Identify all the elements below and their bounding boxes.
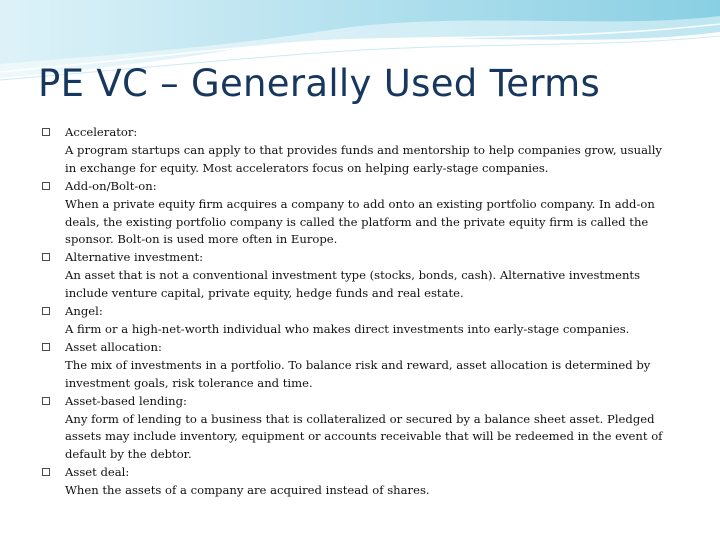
square-bullet-icon — [42, 397, 50, 405]
term-definition: Any form of lending to a business that is collateralized or secured by a balance sheet asset. Pledged assets may include inventory, equipment or accounts receivable that will be redeemed in the event of default by the debtor. — [65, 411, 663, 462]
term-label: Asset deal: — [65, 465, 130, 480]
term-label: Add-on/Bolt-on: — [65, 178, 157, 193]
list-item — [42, 178, 672, 250]
list-item — [42, 249, 672, 303]
term-label: Asset allocation: — [65, 339, 162, 354]
square-bullet-icon — [42, 343, 50, 351]
term-definition: A firm or a high-net-worth individual who makes direct investments into early-stage companies. — [65, 321, 630, 336]
term-label: Alternative investment: — [65, 250, 204, 265]
term-label: Angel: — [65, 304, 103, 319]
term-definition: The mix of investments in a portfolio. To balance risk and reward, asset allocation is determined by investment goals, risk tolerance and time. — [65, 357, 651, 390]
term-label: Accelerator: — [65, 125, 138, 139]
slide-title: PE VC – Generally Used Terms — [38, 62, 601, 105]
list-item — [42, 124, 672, 178]
list-item — [42, 339, 672, 393]
square-bullet-icon — [42, 307, 50, 315]
term-definition: A program startups can apply to that provides funds and mentorship to help companies grow, usually in exchange for equity. Most accelerators focus on helping early-stage companies. — [65, 142, 662, 175]
square-bullet-icon — [42, 253, 50, 261]
list-item — [42, 393, 672, 465]
list-item — [42, 464, 672, 500]
square-bullet-icon — [42, 468, 50, 476]
term-definition: When the assets of a company are acquired instead of shares. — [65, 483, 430, 498]
square-bullet-icon — [42, 128, 50, 136]
term-definition: When a private equity firm acquires a company to add onto an existing portfolio company. In add-on deals, the existing portfolio company is called the platform and the private equity firm is called the sponsor. Bolt-on is used more often in Europe. — [65, 196, 655, 247]
term-definition: An asset that is not a conventional investment type (stocks, bonds, cash). Alternative investments include venture capital, private equity, hedge funds and real estate. — [65, 268, 641, 301]
square-bullet-icon — [42, 182, 50, 190]
list-item — [42, 303, 672, 339]
terms-list — [42, 124, 672, 500]
term-label: Asset-based lending: — [65, 393, 187, 408]
